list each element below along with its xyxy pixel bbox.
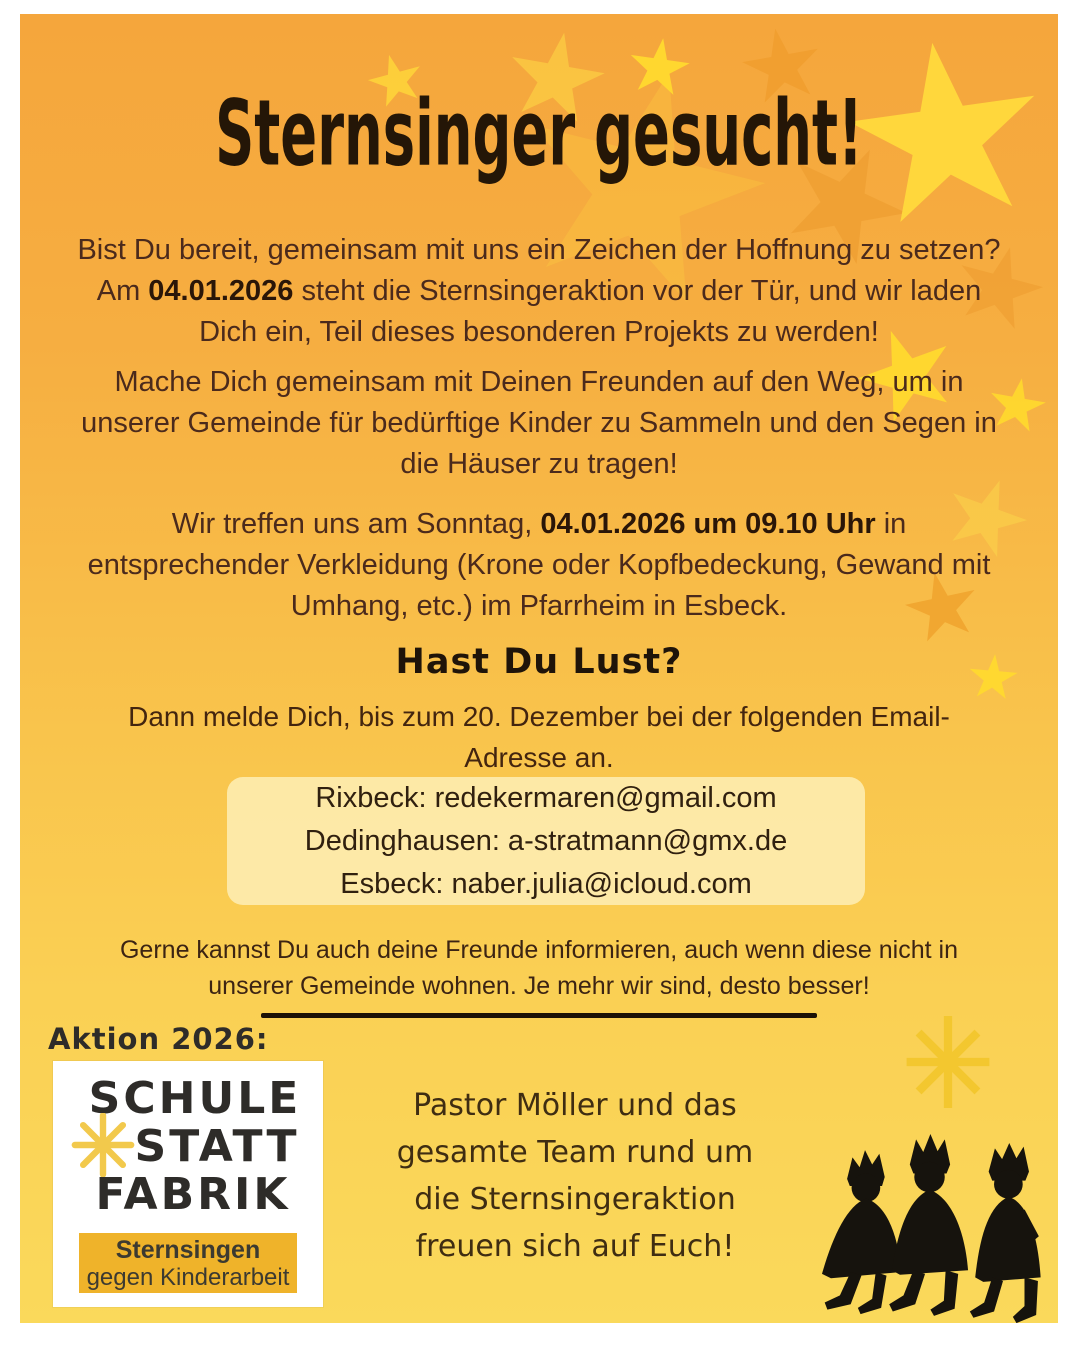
closing-line: Pastor Möller und das (413, 1088, 737, 1123)
closing-line: gesamte Team rund um (396, 1135, 754, 1170)
flyer-poster (20, 14, 1058, 1323)
star-singers-graphic (790, 1012, 1058, 1323)
aktion-label: Aktion 2026: (48, 1022, 269, 1056)
banner-line-1: Sternsingen (115, 1235, 261, 1264)
mission-paragraph: Mache Dich gemeinsam mit Deinen Freunden auf den Weg, um in unserer Gemeinde für bedürftige Kinder zu Sammeln und den Segen in die Häuser zu tragen! (81, 366, 997, 480)
email-line-rixbeck: Rixbeck: redekermaren@gmail.com (315, 781, 777, 814)
meeting-text-cont: in entsprechender Verkleidung (Krone oder Kopfbedeckung, Gewand mit Umhang, etc.) im Pfarrheim in Esbeck. (87, 508, 991, 622)
logo-line-statt: STATT (134, 1121, 300, 1172)
cta-text: Dann melde Dich, bis zum 20. Dezember bei der folgenden Email-Adresse an. (128, 701, 950, 773)
closing-line: freuen sich auf Euch! (415, 1229, 735, 1264)
closing-message (350, 1082, 800, 1270)
datetime-highlight: 04.01.2026 um 09.10 Uhr (540, 508, 876, 540)
date-highlight: 04.01.2026 (148, 275, 294, 307)
email-contact-box (227, 777, 865, 905)
closing-line: die Sternsingeraktion (414, 1182, 736, 1217)
logo-line-fabrik: FABRIK (95, 1169, 291, 1220)
page-title: Sternsinger gesucht! (215, 81, 863, 188)
logo-line-schule: SCHULE (88, 1073, 302, 1124)
email-line-esbeck: Esbeck: naber.julia@icloud.com (340, 867, 752, 900)
email-line-dedinghausen: Dedinghausen: a-stratmann@gmx.de (304, 824, 788, 857)
intro-text-cont: steht die Sternsingeraktion vor der Tür, und wir laden Dich ein, Teil dieses besonderen Projekts zu werden! (199, 275, 982, 348)
three-kings-silhouette-icon (796, 1100, 1058, 1323)
subheading: Hast Du Lust? (395, 642, 683, 682)
schule-statt-fabrik-logo (53, 1061, 323, 1307)
asterisk-star-icon (71, 1113, 135, 1182)
banner-line-2: gegen Kinderarbeit (86, 1263, 290, 1291)
sparkle-star-icon (902, 1016, 994, 1113)
divider-line (261, 1013, 817, 1018)
meeting-paragraph (74, 504, 1004, 627)
intro-paragraph (74, 230, 1004, 353)
note-text: Gerne kannst Du auch deine Freunde informieren, auch wenn diese nicht in unserer Gemeinde wohnen. Je mehr wir sind, desto besser! (119, 936, 958, 1000)
meeting-text: Wir treffen uns am Sonntag, (171, 508, 541, 540)
logo-banner (79, 1233, 297, 1293)
intro-text: Bist Du bereit, gemeinsam mit uns ein Zeichen der Hoffnung zu setzen? Am (77, 234, 1001, 307)
